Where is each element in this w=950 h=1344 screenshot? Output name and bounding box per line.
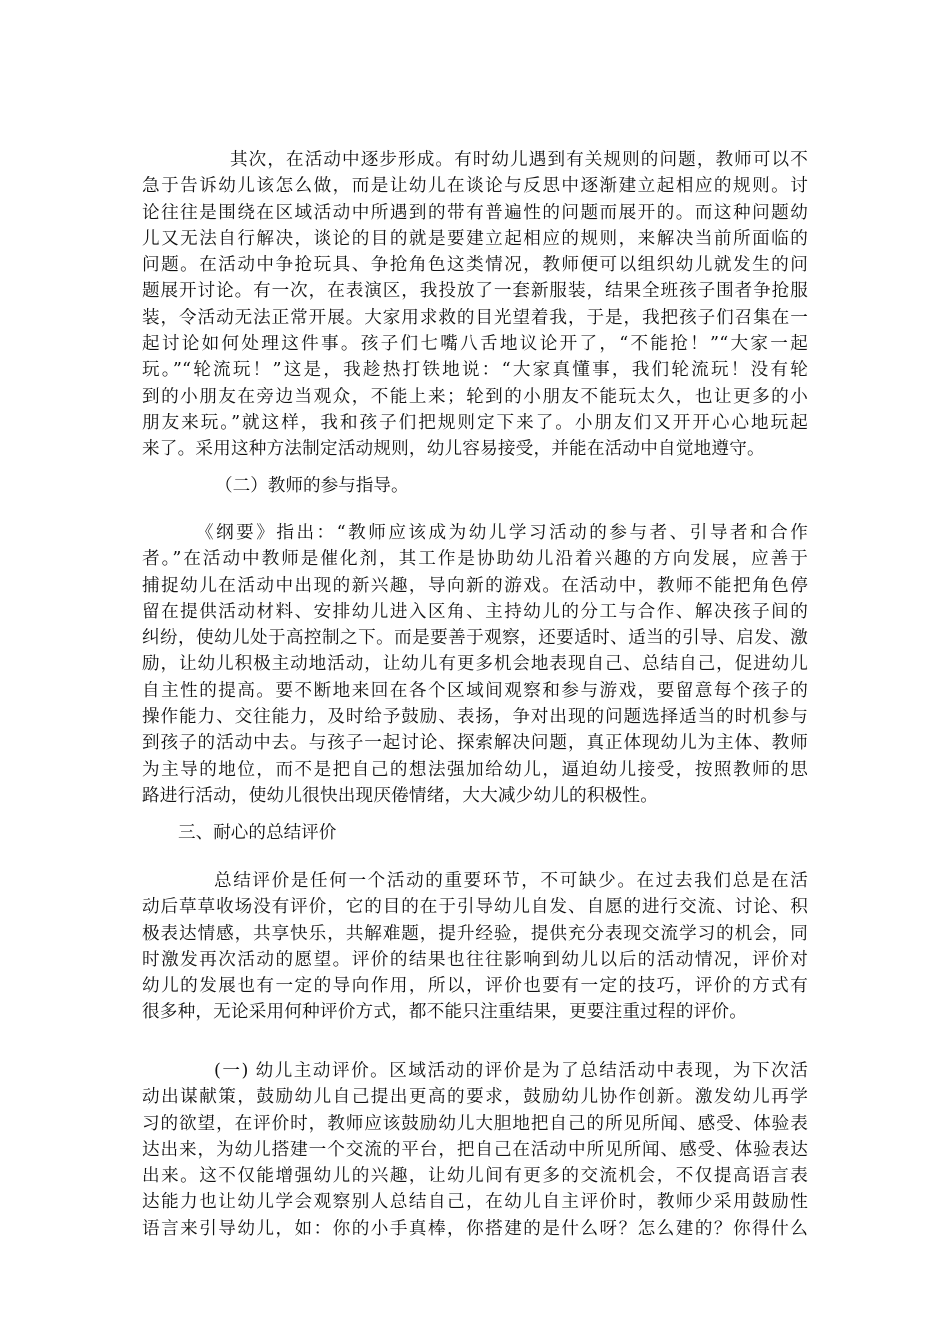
text-line: 幼儿的发展也有一定的导向作用，所以，评价也要有一定的技巧，评价的方式有 — [142, 976, 808, 997]
text-line: 达能力也让幼儿学会观察别人总结自己，在幼儿自主评价时，教师少采用鼓励性 — [142, 1192, 808, 1213]
text-line: 题展开讨论。有一次，在表演区，我投放了一套新服装，结果全班孩子围者争抢服 — [142, 281, 808, 302]
text-line: 问题。在活动中争抢玩具、争抢角色这类情况，教师便可以组织幼儿就发生的问 — [142, 255, 808, 276]
text-line: 急于告诉幼儿该怎么做，而是让幼儿在谈论与反思中逐渐建立起相应的规则。讨 — [142, 176, 808, 197]
text-line: 其次，在活动中逐步形成。有时幼儿遇到有关规则的问题，教师可以不 — [230, 150, 808, 170]
text-line: 动后草草收场没有评价，它的目的在于引导幼儿自发、自愿的进行交流、讨论、积 — [142, 897, 808, 918]
text-line: 留在提供活动材料、安排幼儿进入区角、主持幼儿的分工与合作、解决孩子间的 — [142, 601, 808, 622]
text-line: 动出谋献策，鼓励幼儿自己提出更高的要求，鼓励幼儿协作创新。激发幼儿再学 — [142, 1087, 808, 1108]
text-line: 为主导的地位，而不是把自己的想法强加给幼儿，逼迫幼儿接受，按照教师的思 — [142, 759, 808, 780]
text-line: 操作能力、交往能力，及时给予鼓励、表扬，争对出现的问题选择适当的时机参与 — [142, 707, 808, 728]
section-heading-teacher-guidance: （二）教师的参与指导。 — [215, 476, 409, 496]
text-line: 《纲要》指出：“教师应该成为幼儿学习活动的参与者、引导者和合作 — [196, 523, 808, 543]
text-line: 很多种，无论采用何种评价方式，都不能只注重结果，更要注重过程的评价。 — [142, 1002, 747, 1023]
text-line: 纠纷，使幼儿处于高控制之下。而是要善于观察，还要适时、适当的引导、启发、激 — [142, 628, 808, 649]
paragraph-child-self-evaluation — [142, 1058, 808, 1242]
text-line: 朋友来玩。”就这样，我和孩子们把规则定下来了。小朋友们又开开心心地玩起 — [142, 412, 808, 433]
text-line: 捕捉幼儿在活动中出现的新兴趣，导向新的游戏。在活动中，教师不能把角色停 — [142, 575, 808, 596]
text-line: 自主性的提高。要不断地来回在各个区域间观察和参与游戏，要留意每个孩子的 — [142, 680, 808, 701]
text-line: 语言来引导幼儿，如：你的小手真棒，你搭建的是什么呀？怎么建的？你得什么 — [142, 1218, 808, 1239]
text-line: 论往往是围绕在区域活动中所遇到的带有普遍性的问题而展开的。而这种问题幼 — [142, 202, 808, 223]
text-line: (一) 幼儿主动评价。区域活动的评价是为了总结活动中表现，为下次活 — [214, 1061, 808, 1081]
text-line: 习的欲望，在评价时，教师应该鼓励幼儿大胆地把自己的所见所闻、感受、体验表 — [142, 1113, 808, 1134]
text-line: 路进行活动，使幼儿很快出现厌倦情绪，大大减少幼儿的积极性。 — [142, 785, 659, 806]
paragraph-rules-formation — [142, 147, 808, 463]
text-line: 来了。采用这种方法制定活动规则，幼儿容易接受，并能在活动中自觉地遵守。 — [142, 439, 765, 460]
text-line: 儿又无法自行解决，谈论的目的就是要建立起相应的规则，来解决当前所面临的 — [142, 228, 808, 249]
section-heading-evaluation: 三、耐心的总结评价 — [178, 823, 337, 843]
text-line: 励，让幼儿积极主动地活动，让幼儿有更多机会地表现自己、总结自己，促进幼儿 — [142, 654, 808, 675]
text-line: 总结评价是任何一个活动的重要环节，不可缺少。在过去我们总是在活 — [214, 871, 808, 891]
text-line: 极表达情感，共享快乐，共解难题，提升经验，提供充分表现交流学习的机会，同 — [142, 923, 808, 944]
text-line: 时激发再次活动的愿望。评价的结果也往往影响到幼儿以后的活动情况，评价对 — [142, 949, 808, 970]
text-line: 达出来，为幼儿搭建一个交流的平台，把自己在活动中所见所闻、感受、体验表达 — [142, 1139, 808, 1160]
paragraph-teacher-participation — [142, 520, 808, 809]
paragraph-summary-evaluation — [142, 868, 808, 1026]
text-line: 起讨论如何处理这件事。孩子们七嘴八舌地议论开了，“不能抢！”“大家一起 — [142, 334, 808, 355]
text-line: 装，令活动无法正常开展。大家用求救的目光望着我，于是，我把孩子们召集在一 — [142, 307, 808, 328]
text-line: 出来。这不仅能增强幼儿的兴趣，让幼儿间有更多的交流机会，不仅提高语言表 — [142, 1166, 808, 1187]
text-line: 者。”在活动中教师是催化剂，其工作是协助幼儿沿着兴趣的方向发展，应善于 — [142, 549, 808, 570]
text-line: 到的小朋友在旁边当观众，不能上来；轮到的小朋友不能玩太久，也让更多的小 — [142, 386, 808, 407]
text-line: 玩。”“轮流玩！”这是，我趁热打铁地说：“大家真懂事，我们轮流玩！没有轮 — [142, 360, 808, 381]
text-line: 到孩子的活动中去。与孩子一起讨论、探索解决问题，真正体现幼儿为主体、教师 — [142, 733, 808, 754]
